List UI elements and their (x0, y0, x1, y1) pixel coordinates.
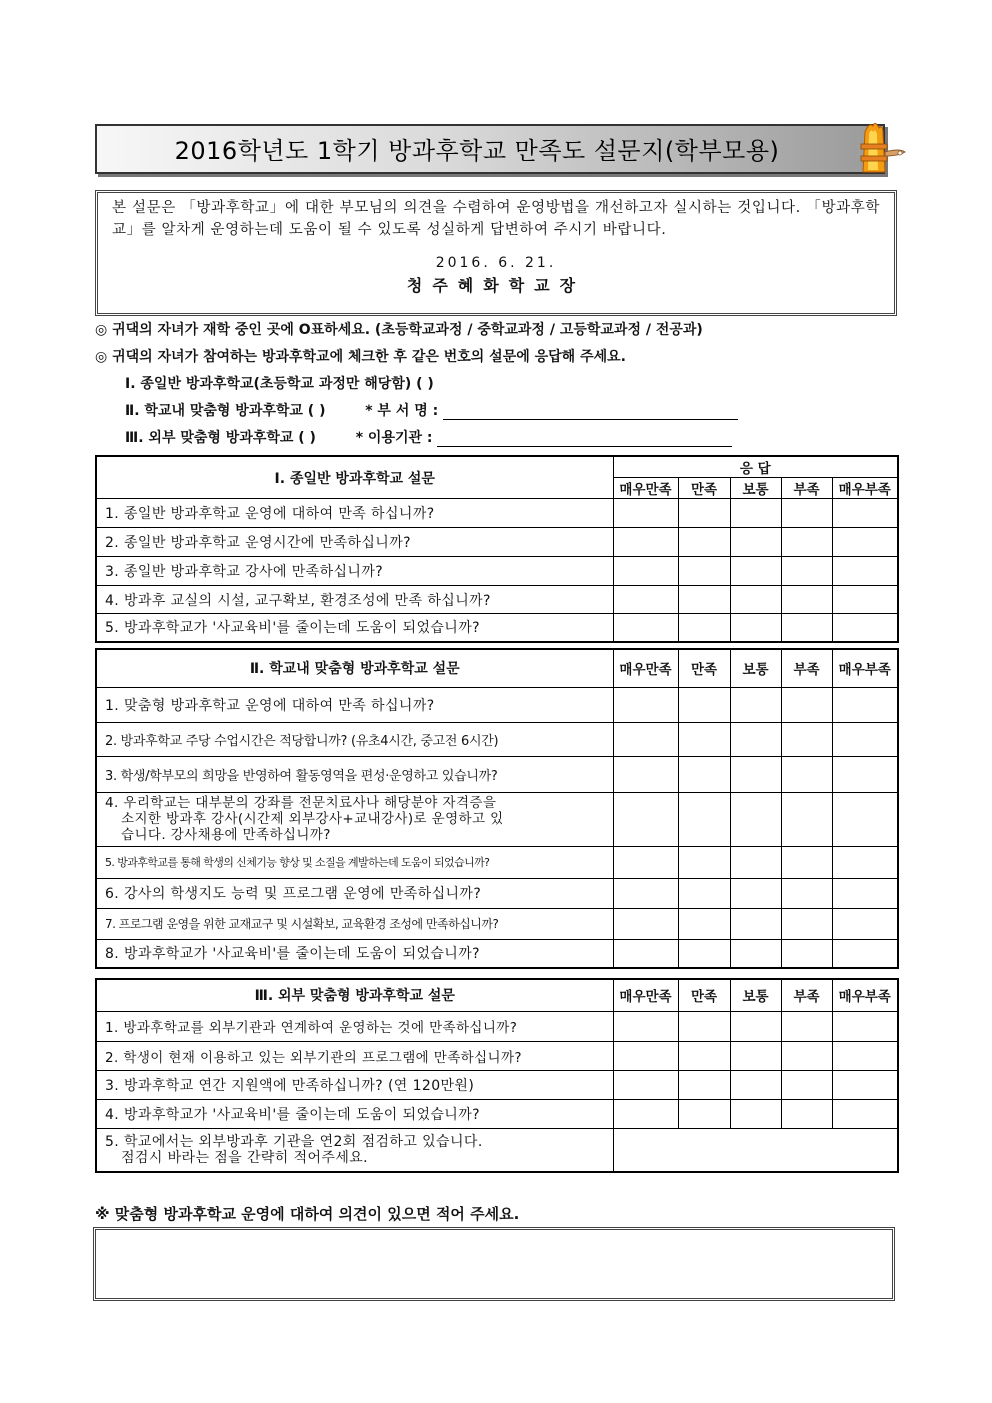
option-neutral: 보통 (730, 478, 781, 499)
program-option-2[interactable] (125, 400, 738, 420)
answer-cell[interactable] (730, 1070, 781, 1099)
program-option-1[interactable] (125, 373, 434, 393)
program-option-1-label: Ⅰ. 종일반 방과후학교(초등학교 과정만 해당함) ( ) (125, 376, 434, 392)
answer-cell[interactable] (832, 687, 898, 722)
table-row (96, 1128, 898, 1172)
answer-cell[interactable] (613, 939, 678, 968)
answer-cell[interactable] (730, 939, 781, 968)
option-very-unsatisfied: 매우부족 (832, 979, 898, 1011)
answer-cell[interactable] (832, 1070, 898, 1099)
answer-cell[interactable] (730, 908, 781, 939)
program-option-3[interactable] (125, 427, 732, 447)
table-row (96, 1041, 898, 1070)
answer-cell[interactable] (781, 792, 832, 846)
question-text: 1. 종일반 방과후학교 운영에 대하여 만족 하십니까? (96, 499, 613, 528)
table-row (96, 1099, 898, 1128)
option-very-unsatisfied: 매우부족 (832, 649, 898, 687)
answer-cell[interactable] (730, 687, 781, 722)
answer-cell[interactable] (781, 939, 832, 968)
answer-cell[interactable] (678, 614, 730, 642)
table-row (96, 722, 898, 756)
title-box (95, 124, 885, 174)
table-row (96, 614, 898, 642)
option-satisfied: 만족 (678, 478, 730, 499)
answer-cell[interactable] (781, 878, 832, 908)
answer-cell[interactable] (832, 908, 898, 939)
question-text: 4. 방과후학교가 '사교육비'를 줄이는데 도움이 되었습니까? (96, 1099, 613, 1128)
section-2-table (95, 648, 899, 969)
question-text (96, 792, 613, 846)
answer-cell[interactable] (613, 878, 678, 908)
institution-field-label: * 이용기관 : (355, 430, 433, 446)
answer-cell[interactable] (730, 756, 781, 792)
answer-cell[interactable] (613, 846, 678, 878)
answer-cell[interactable] (730, 722, 781, 756)
answer-cell[interactable] (781, 687, 832, 722)
question-text: 2. 방과후학교 주당 수업시간은 적당합니까? (유초4시간, 중고전 6시간) (96, 722, 613, 756)
table-row (96, 528, 898, 557)
response-header: 응 답 (613, 456, 898, 478)
survey-date: 2016. 6. 21. (435, 255, 557, 271)
table-row (96, 878, 898, 908)
answer-cell[interactable] (832, 499, 898, 528)
question-line: 점검시 바라는 점을 간략히 적어주세요. (121, 1149, 369, 1166)
answer-cell[interactable] (730, 528, 781, 557)
option-very-unsatisfied: 매우부족 (832, 478, 898, 499)
answer-cell[interactable] (613, 528, 678, 557)
answer-cell[interactable] (781, 528, 832, 557)
answer-cell[interactable] (678, 1041, 730, 1070)
question-text: 1. 맞춤형 방과후학교 운영에 대하여 만족 하십니까? (96, 687, 613, 722)
answer-cell[interactable] (832, 528, 898, 557)
answer-cell[interactable] (613, 1070, 678, 1099)
answer-cell[interactable] (832, 1041, 898, 1070)
question-text: 2. 학생이 현재 이용하고 있는 외부기관의 프로그램에 만족하십니까? (96, 1041, 613, 1070)
answer-cell[interactable] (832, 614, 898, 642)
title-banner (95, 122, 907, 178)
answer-cell[interactable] (832, 1099, 898, 1128)
answer-cell[interactable] (613, 687, 678, 722)
answer-cell[interactable] (832, 722, 898, 756)
program-option-2-label: Ⅱ. 학교내 맞춤형 방과후학교 ( ) (125, 403, 326, 419)
answer-cell[interactable] (613, 586, 678, 614)
answer-cell[interactable] (730, 1041, 781, 1070)
section-3-table (95, 978, 899, 1173)
option-unsatisfied: 부족 (781, 478, 832, 499)
answer-cell[interactable] (730, 1099, 781, 1128)
question-text: 7. 프로그램 운영을 위한 교재교구 및 시설확보, 교육환경 조성에 만족하십니까? (96, 908, 613, 939)
answer-cell[interactable] (678, 528, 730, 557)
question-text: 3. 종일반 방과후학교 강사에 만족하십니까? (96, 557, 613, 586)
section-1-title: Ⅰ. 종일반 방과후학교 설문 (96, 456, 613, 499)
answer-cell[interactable] (613, 614, 678, 642)
answer-cell[interactable] (781, 586, 832, 614)
answer-cell[interactable] (678, 908, 730, 939)
answer-cell[interactable] (730, 586, 781, 614)
section-3-title: Ⅲ. 외부 맞춤형 방과후학교 설문 (96, 979, 613, 1011)
paintbrush-icon (847, 122, 907, 178)
department-field-label: * 부 서 명 : (365, 403, 439, 419)
opinion-input-box[interactable] (93, 1227, 895, 1301)
table-row (96, 792, 898, 846)
option-satisfied: 만족 (678, 649, 730, 687)
answer-cell[interactable] (781, 499, 832, 528)
answer-cell[interactable] (730, 1011, 781, 1041)
answer-cell[interactable] (678, 846, 730, 878)
answer-cell[interactable] (678, 557, 730, 586)
question-text: 5. 방과후학교를 통해 학생의 신체기능 향상 및 소질을 계발하는데 도움이 되었습니까? (96, 846, 613, 878)
program-option-3-label: Ⅲ. 외부 맞춤형 방과후학교 ( ) (125, 430, 316, 446)
answer-cell[interactable] (781, 1041, 832, 1070)
table-row (96, 687, 898, 722)
table-row (96, 756, 898, 792)
answer-cell[interactable] (781, 1070, 832, 1099)
table-row (96, 557, 898, 586)
question-text: 2. 종일반 방과후학교 운영시간에 만족하십니까? (96, 528, 613, 557)
answer-cell[interactable] (730, 614, 781, 642)
institution-input[interactable] (437, 432, 732, 447)
answer-cell[interactable] (678, 1070, 730, 1099)
answer-cell[interactable] (832, 756, 898, 792)
answer-cell[interactable] (832, 1011, 898, 1041)
answer-cell[interactable] (678, 792, 730, 846)
department-input[interactable] (443, 405, 738, 420)
option-unsatisfied: 부족 (781, 979, 832, 1011)
page-title: 2016학년도 1학기 방과후학교 만족도 설문지(학부모용) (174, 137, 780, 165)
option-satisfied: 만족 (678, 979, 730, 1011)
question-line: 4. 우리학교는 대부분의 강좌를 전문치료사나 해당분야 자격증을 (105, 795, 497, 811)
answer-cell[interactable] (613, 792, 678, 846)
section-1-table (95, 455, 899, 643)
answer-cell[interactable] (678, 939, 730, 968)
question-text: 1. 방과후학교를 외부기관과 연계하여 운영하는 것에 만족하십니까? (96, 1011, 613, 1041)
answer-cell[interactable] (678, 878, 730, 908)
option-very-satisfied: 매우만족 (613, 478, 678, 499)
answer-cell[interactable] (613, 499, 678, 528)
answer-cell[interactable] (678, 1011, 730, 1041)
answer-cell[interactable] (832, 557, 898, 586)
answer-text-cell[interactable] (613, 1128, 898, 1172)
table-row (96, 499, 898, 528)
answer-cell[interactable] (678, 722, 730, 756)
option-very-satisfied: 매우만족 (613, 649, 678, 687)
answer-cell[interactable] (781, 614, 832, 642)
option-neutral: 보통 (730, 979, 781, 1011)
question-line: 5. 학교에서는 외부방과후 기관을 연2회 점검하고 있습니다. (105, 1133, 483, 1150)
answer-cell[interactable] (678, 687, 730, 722)
answer-cell[interactable] (781, 908, 832, 939)
question-text (96, 1128, 613, 1172)
answer-cell[interactable] (613, 1011, 678, 1041)
answer-cell[interactable] (730, 792, 781, 846)
answer-cell[interactable] (781, 722, 832, 756)
answer-cell[interactable] (678, 1099, 730, 1128)
answer-cell[interactable] (730, 846, 781, 878)
table-row (96, 1011, 898, 1041)
option-unsatisfied: 부족 (781, 649, 832, 687)
answer-cell[interactable] (781, 557, 832, 586)
table-row (96, 586, 898, 614)
question-line: 습니다. 강사채용에 만족하십니까? (121, 827, 331, 843)
answer-cell[interactable] (781, 1099, 832, 1128)
school-name: 청주혜화학교장 (406, 276, 586, 295)
answer-cell[interactable] (678, 499, 730, 528)
question-text: 8. 방과후학교가 '사교육비'를 줄이는데 도움이 되었습니까? (96, 939, 613, 968)
answer-cell[interactable] (613, 557, 678, 586)
answer-cell[interactable] (678, 756, 730, 792)
answer-cell[interactable] (832, 792, 898, 846)
answer-cell[interactable] (613, 908, 678, 939)
intro-text: 본 설문은 「방과후학교」에 대한 부모님의 의견을 수렴하여 운영방법을 개선하고자 실시하는 것입니다. 「방과후학교」를 알차게 운영하는데 도움이 될 수 있도록 성실하게 답변하여 주시기 바랍니다. (112, 200, 880, 238)
question-line: 소지한 방과후 강사(시간제 외부강사+교내강사)로 운영하고 있 (121, 811, 504, 827)
table-row (96, 908, 898, 939)
answer-cell[interactable] (678, 586, 730, 614)
instruction-program-check: ◎ 귀댁의 자녀가 참여하는 방과후학교에 체크한 후 같은 번호의 설문에 응답해 주세요. (95, 349, 626, 365)
answer-cell[interactable] (613, 1099, 678, 1128)
answer-cell[interactable] (730, 499, 781, 528)
question-text: 6. 강사의 학생지도 능력 및 프로그램 운영에 만족하십니까? (96, 878, 613, 908)
answer-cell[interactable] (613, 1041, 678, 1070)
opinion-label: ※ 맞춤형 방과후학교 운영에 대하여 의견이 있으면 적어 주세요. (95, 1205, 520, 1223)
answer-cell[interactable] (832, 586, 898, 614)
answer-cell[interactable] (832, 846, 898, 878)
table-row (96, 939, 898, 968)
answer-cell[interactable] (832, 939, 898, 968)
answer-cell[interactable] (613, 756, 678, 792)
answer-cell[interactable] (613, 722, 678, 756)
instruction-school-course: ◎ 귀댁의 자녀가 재학 중인 곳에 O표하세요. (초등학교과정 / 중학교과정 / 고등학교과정 / 전공과) (95, 322, 703, 338)
question-text: 5. 방과후학교가 '사교육비'를 줄이는데 도움이 되었습니까? (96, 614, 613, 642)
table-row (96, 846, 898, 878)
answer-cell[interactable] (781, 846, 832, 878)
question-text: 3. 학생/학부모의 희망을 반영하여 활동영역을 편성·운영하고 있습니까? (96, 756, 613, 792)
table-row (96, 1070, 898, 1099)
option-neutral: 보통 (730, 649, 781, 687)
answer-cell[interactable] (781, 1011, 832, 1041)
answer-cell[interactable] (730, 878, 781, 908)
intro-box (95, 190, 897, 316)
option-very-satisfied: 매우만족 (613, 979, 678, 1011)
answer-cell[interactable] (832, 878, 898, 908)
answer-cell[interactable] (730, 557, 781, 586)
question-text: 4. 방과후 교실의 시설, 교구확보, 환경조성에 만족 하십니까? (96, 586, 613, 614)
answer-cell[interactable] (781, 756, 832, 792)
question-text: 3. 방과후학교 연간 지원액에 만족하십니까? (연 120만원) (96, 1070, 613, 1099)
section-2-title: Ⅱ. 학교내 맞춤형 방과후학교 설문 (96, 649, 613, 687)
